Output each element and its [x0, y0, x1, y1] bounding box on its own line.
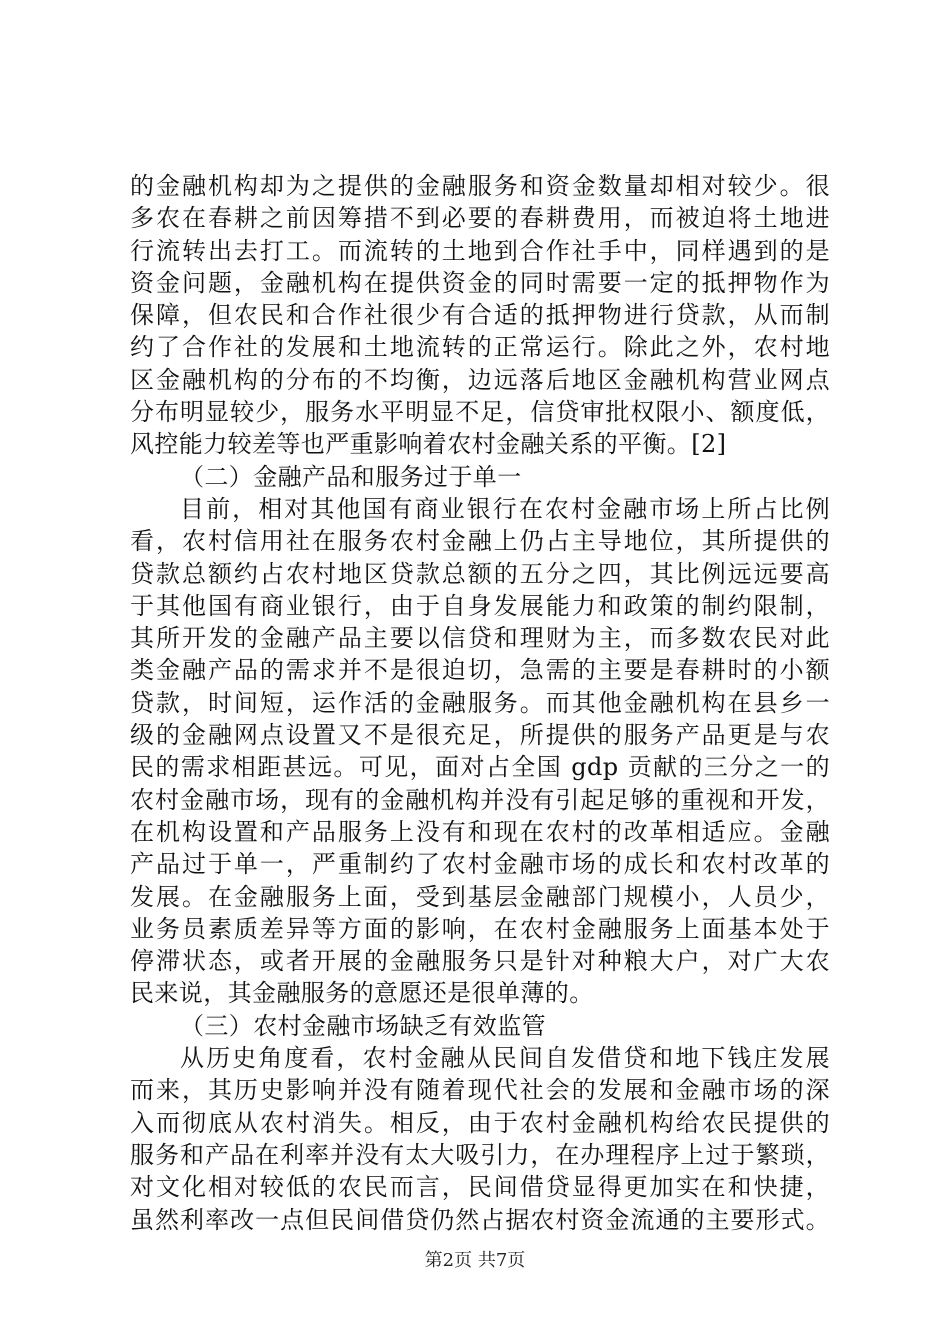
text-line: 目前，相对其他国有商业银行在农村金融市场上所占比例 [180, 494, 830, 523]
text-line: 入而彻底从农村消失。相反，由于农村金融机构给农民提供的 [130, 1108, 830, 1137]
text-line: 分布明显较少，服务水平明显不足，信贷审批权限小、额度低， [130, 398, 830, 427]
text-line: 对文化相对较低的农民而言，民间借贷显得更加实在和快捷， [130, 1173, 830, 1202]
text-line: 的金融机构却为之提供的金融服务和资金数量却相对较少。很 [130, 172, 830, 200]
text-line: 约了合作社的发展和土地流转的正常运行。除此之外，农村地 [130, 333, 830, 362]
text-line: 其所开发的金融产品主要以信贷和理财为主，而多数农民对此 [130, 624, 830, 653]
text-line: 区金融机构的分布的不均衡，边远落后地区金融机构营业网点 [130, 365, 830, 394]
section-heading: （三）农村金融市场缺乏有效监管 [180, 1011, 546, 1040]
text-line: 农村金融市场，现有的金融机构并没有引起足够的重视和开发， [130, 785, 830, 814]
text-line: 于其他国有商业银行，由于自身发展能力和政策的制约限制， [130, 591, 830, 620]
text-line: 而来，其历史影响并没有随着现代社会的发展和金融市场的深 [130, 1076, 830, 1105]
text-line: 类金融产品的需求并不是很迫切，急需的主要是春耕时的小额 [130, 656, 830, 685]
text-line: 行流转出去打工。而流转的土地到合作社手中，同样遇到的是 [130, 236, 830, 265]
text-line: 贷款总额约占农村地区贷款总额的五分之四，其比例远远要高 [130, 559, 830, 588]
text-line: 保障，但农民和合作社很少有合适的抵押物进行贷款，从而制 [130, 301, 830, 330]
body-text [130, 170, 830, 1236]
text-line: 风控能力较差等也严重影响着农村金融关系的平衡。[2] [130, 430, 727, 459]
text-line: 业务员素质差异等方面的影响，在农村金融服务上面基本处于 [130, 914, 830, 943]
text-line: 在机构设置和产品服务上没有和现在农村的改革相适应。金融 [130, 817, 830, 846]
text-line: 看，农村信用社在服务农村金融上仍占主导地位，其所提供的 [130, 527, 830, 556]
text-line: 虽然利率改一点但民间借贷仍然占据农村资金流通的主要形式。 [130, 1205, 830, 1234]
text-line: 多农在春耕之前因筹措不到必要的春耕费用，而被迫将土地进 [130, 204, 830, 233]
text-line: 贷款，时间短，运作活的金融服务。而其他金融机构在县乡一 [130, 688, 830, 717]
text-line: 从历史角度看，农村金融从民间自发借贷和地下钱庄发展 [180, 1044, 830, 1073]
text-line: 停滞状态，或者开展的金融服务只是针对种粮大户，对广大农 [130, 947, 830, 976]
text-line: 发展。在金融服务上面，受到基层金融部门规模小，人员少， [130, 882, 830, 911]
text-line: 级的金融网点设置又不是很充足，所提供的服务产品更是与农 [130, 721, 830, 750]
text-line: 产品过于单一，严重制约了农村金融市场的成长和农村改革的 [130, 850, 830, 879]
page-footer: 第2页 共7页 [424, 1250, 526, 1271]
text-line: 资金问题，金融机构在提供资金的同时需要一定的抵押物作为 [130, 268, 830, 297]
text-line: 民的需求相距甚远。可见，面对占全国 gdp 贡献的三分之一的 [130, 753, 830, 782]
text-line: 民来说，其金融服务的意愿还是很单薄的。 [130, 979, 594, 1008]
section-heading: （二）金融产品和服务过于单一 [180, 462, 522, 491]
text-line: 服务和产品在利率并没有太大吸引力，在办理程序上过于繁琐， [130, 1140, 830, 1169]
